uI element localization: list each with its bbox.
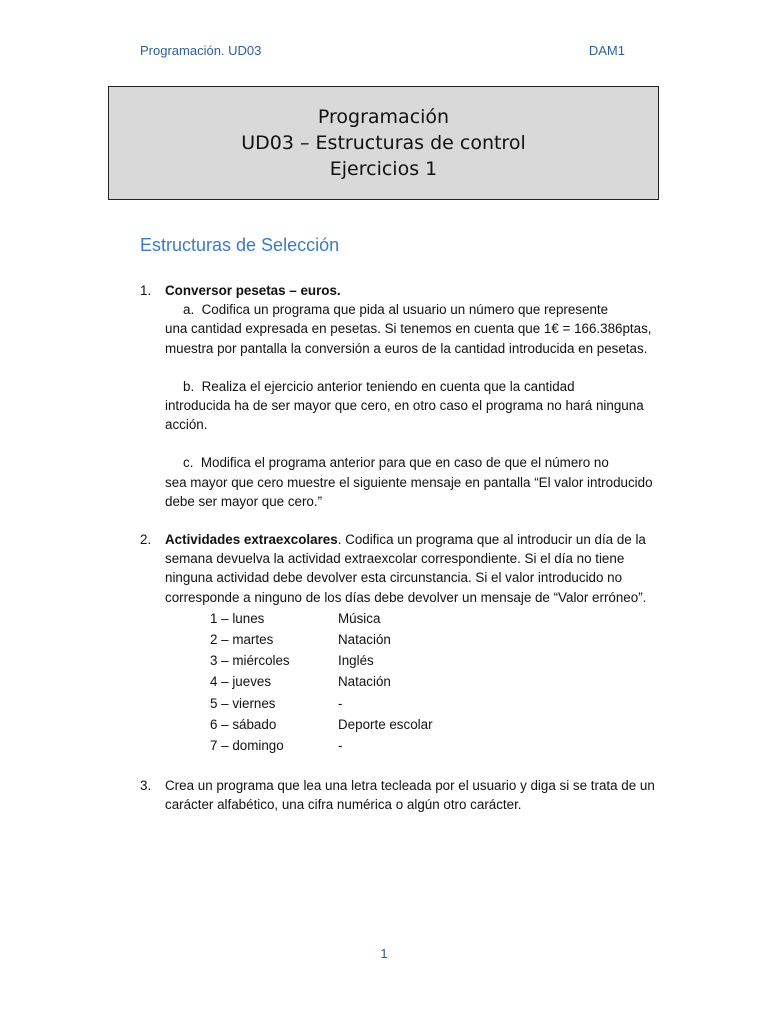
page-number: 1 xyxy=(380,946,388,961)
header-right: DAM1 xyxy=(588,43,625,58)
schedule-day: 7 – domingo xyxy=(210,737,284,753)
schedule-day: 6 – sábado xyxy=(210,716,277,732)
part-letter: c. xyxy=(183,455,194,471)
schedule-activity: - xyxy=(338,695,343,711)
exercise-title: Actividades extraexcolares xyxy=(165,532,338,548)
exercise-part-b xyxy=(165,377,660,435)
schedule-day: 5 – viernes xyxy=(210,695,276,711)
exercise-number: 1. xyxy=(140,283,152,298)
schedule-activity: Deporte escolar xyxy=(338,716,433,732)
schedule-activity: Música xyxy=(338,610,381,626)
schedule-activity: - xyxy=(338,737,343,753)
exercise-part-a xyxy=(165,300,660,358)
schedule-row xyxy=(210,694,433,715)
schedule-day: 4 – jueves xyxy=(210,674,272,690)
part-text: sea mayor que cero muestre el siguiente mensaje en pantalla “El valor introducido debe ser mayor que cero.” xyxy=(165,474,653,509)
schedule-day: 1 – lunes xyxy=(210,610,265,626)
exercise-text: . Codifica un programa que al introducir un día de la semana devuelva la actividad extraexcolar correspondiente. Si el día no tiene ninguna actividad debe devolver esta circunstancia. Si el valor introducido no corresponde a ninguno de los días debe devolver un mensaje de “Valor erróneo”. xyxy=(165,532,647,605)
title-box xyxy=(108,86,659,200)
schedule-row xyxy=(210,736,433,757)
part-text: una cantidad expresada en pesetas. Si tenemos en cuenta que 1€ = 166.386ptas, muestra por pantalla la conversión a euros de la cantidad introducida en pesetas. xyxy=(165,321,652,356)
exercise-body xyxy=(165,530,660,607)
exercise-2 xyxy=(140,530,660,757)
exercise-3 xyxy=(140,776,660,814)
schedule-row xyxy=(210,630,433,651)
exercise-1 xyxy=(140,281,660,511)
part-text-lead: Modifica el programa anterior para que en caso de que el número no xyxy=(200,455,609,471)
header-left: Programación. UD03 xyxy=(140,43,262,58)
exercise-part-c xyxy=(165,453,660,511)
part-letter: b. xyxy=(183,378,195,394)
exercise-text: Crea un programa que lea una letra tecleada por el usuario y diga si se trata de un carácter alfabético, una cifra numérica o algún otro carácter. xyxy=(165,778,655,813)
part-text-lead: Codifica un programa que pida al usuario un número que represente xyxy=(201,302,609,318)
section-title: Estructuras de Selección xyxy=(140,235,340,255)
title-line-2: UD03 – Estructuras de control xyxy=(241,132,526,154)
exercise-number: 2. xyxy=(140,532,152,548)
schedule-row xyxy=(210,672,433,693)
schedule-day: 3 – miércoles xyxy=(210,653,290,669)
part-letter: a. xyxy=(183,302,195,318)
schedule-activity: Natación xyxy=(338,674,391,690)
exercise-number: 3. xyxy=(140,778,152,794)
schedule-row xyxy=(210,651,433,672)
exercise-list xyxy=(140,281,660,815)
part-text-lead: Realiza el ejercicio anterior teniendo en cuenta que la cantidad xyxy=(201,378,575,394)
title-line-3: Ejercicios 1 xyxy=(329,158,438,180)
title-line-1: Programación xyxy=(317,106,450,128)
schedule-row xyxy=(210,715,433,736)
schedule-activity: Inglés xyxy=(338,653,374,669)
page-header xyxy=(140,43,625,58)
schedule-day: 2 – martes xyxy=(210,632,274,648)
exercise-title: Conversor pesetas – euros. xyxy=(165,283,341,298)
part-text: introducida ha de ser mayor que cero, en otro caso el programa no hará ninguna acción. xyxy=(165,398,644,433)
activity-schedule xyxy=(210,609,433,757)
schedule-activity: Natación xyxy=(338,632,391,648)
schedule-row xyxy=(210,609,433,630)
